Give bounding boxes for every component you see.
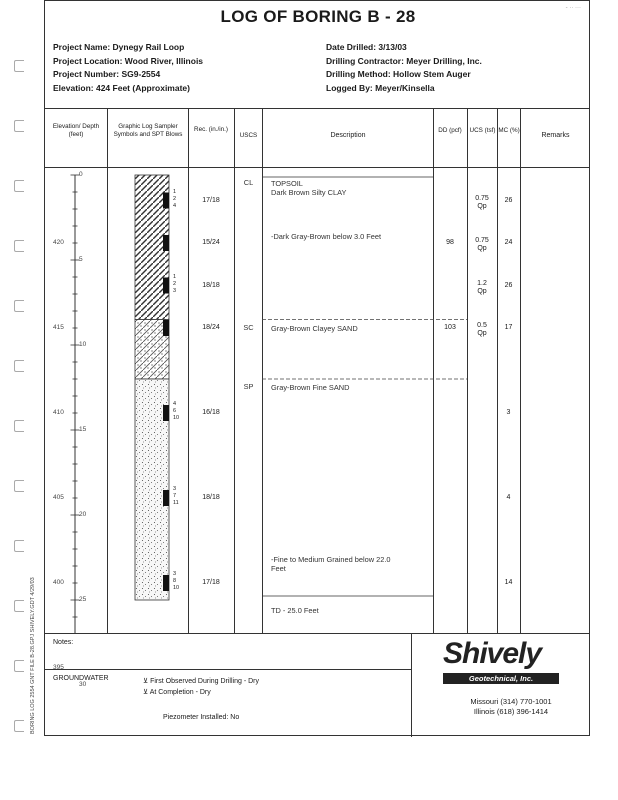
spt-blow-count: 6 bbox=[173, 408, 177, 414]
depth-tick-label: 30 bbox=[79, 681, 87, 688]
logged-by: Logged By: Meyer/Kinsella bbox=[326, 82, 435, 93]
moisture-content-value: 14 bbox=[504, 579, 513, 586]
spt-blow-count: 8 bbox=[173, 578, 177, 584]
binder-hole bbox=[14, 480, 24, 492]
elevation-tick-label: 405 bbox=[53, 494, 64, 501]
groundwater-label: GROUNDWATER bbox=[53, 675, 109, 682]
col-header-elevation: Elevation/ Depth (feet) bbox=[52, 123, 100, 138]
stratum-description: -Dark Gray-Brown below 3.0 Feet bbox=[271, 232, 382, 241]
stratum-description: TOPSOIL bbox=[271, 179, 303, 188]
col-header-dd: DD (pcf) bbox=[438, 127, 462, 134]
spt-blow-count: 2 bbox=[173, 195, 177, 202]
moisture-content-value: 26 bbox=[504, 196, 513, 204]
ucs-value: Qp bbox=[477, 287, 487, 295]
binder-hole bbox=[14, 360, 24, 372]
piezometer-note: Piezometer Installed: No bbox=[163, 714, 240, 721]
ucs-value: Qp bbox=[477, 330, 487, 337]
spt-blow-count: 1 bbox=[173, 188, 177, 195]
ucs-value: Qp bbox=[477, 245, 487, 252]
dry-density-value: 103 bbox=[444, 324, 456, 331]
ucs-value: 1.2 bbox=[477, 279, 487, 287]
notes-label: Notes: bbox=[53, 639, 74, 646]
spt-blow-count: 3 bbox=[173, 571, 177, 577]
recovery-value: 18/18 bbox=[202, 494, 220, 501]
stratum-description: Gray-Brown Fine SAND bbox=[271, 383, 350, 392]
boring-log-sheet bbox=[44, 0, 590, 736]
recovery-value: 15/24 bbox=[202, 239, 220, 246]
col-header-graphic-log: Graphic Log Sampler Symbols and SPT Blows bbox=[113, 123, 183, 138]
binder-hole bbox=[14, 720, 24, 732]
elevation-tick-label: 400 bbox=[53, 579, 64, 586]
ucs-value: 0.75 bbox=[475, 237, 489, 244]
elevation-tick-label: 395 bbox=[53, 664, 64, 671]
stratum-description: TD - 25.0 Feet bbox=[271, 606, 319, 615]
col-header-remarks: Remarks bbox=[541, 132, 570, 139]
spt-blow-count: 4 bbox=[173, 401, 177, 407]
side-file-label: BORING LOG 2554 GNT FILE B-28.GPJ SHIVELY.GDT 4/29/03 bbox=[30, 577, 36, 734]
binder-hole bbox=[14, 660, 24, 672]
gw-first-observed: ⊻ First Observed During Drilling - Dry bbox=[143, 678, 259, 685]
depth-tick-label: 0 bbox=[79, 171, 83, 178]
corner-mark: - ·· ··· bbox=[565, 5, 581, 11]
header-top-rule bbox=[45, 108, 589, 109]
spt-blow-count: 11 bbox=[173, 500, 179, 506]
elevation-tick-label: 410 bbox=[53, 409, 64, 416]
spt-blow-count: 7 bbox=[173, 493, 177, 499]
moisture-content-value: 17 bbox=[504, 324, 513, 331]
col-header-ucs: UCS (tsf) bbox=[469, 127, 496, 134]
spt-blow-count: 4 bbox=[173, 202, 177, 209]
project-elevation: Elevation: 424 Feet (Approximate) bbox=[53, 82, 190, 93]
table-bottom-rule bbox=[45, 633, 589, 634]
company-logo: Shively bbox=[443, 637, 542, 670]
notes-rule bbox=[45, 669, 411, 670]
moisture-content-value: 24 bbox=[504, 239, 513, 246]
recovery-value: 18/18 bbox=[202, 281, 220, 289]
spt-blow-count: 3 bbox=[173, 287, 177, 294]
water-level-icon: ⊻ bbox=[143, 678, 149, 685]
stratum-description: Dark Brown Silty CLAY bbox=[271, 188, 347, 197]
binder-hole bbox=[14, 240, 24, 252]
binder-hole bbox=[14, 600, 24, 612]
stratum-description: -Fine to Medium Grained below 22.0 bbox=[271, 555, 391, 564]
ucs-value: Qp bbox=[477, 202, 487, 210]
col-header-mc: MC (%) bbox=[498, 127, 520, 134]
uscs-code: SC bbox=[243, 322, 254, 332]
page-title: LOG OF BORING B - 28 bbox=[220, 7, 416, 26]
project-name: Project Name: Dynegy Rail Loop bbox=[53, 42, 185, 52]
depth-tick-label: 20 bbox=[79, 511, 87, 518]
elevation-tick-label: 415 bbox=[53, 324, 64, 331]
stratum-description: Feet bbox=[271, 564, 286, 573]
ucs-value: 0.75 bbox=[475, 194, 489, 202]
col-header-recovery: Rec. (in./in.) bbox=[194, 126, 228, 133]
moisture-content-value: 26 bbox=[504, 281, 513, 289]
dry-density-value: 98 bbox=[446, 239, 454, 246]
binder-hole bbox=[14, 420, 24, 432]
binder-hole bbox=[14, 60, 24, 72]
drilling-method: Drilling Method: Hollow Stem Auger bbox=[326, 69, 471, 79]
company-phone-illinois: Illinois (618) 396-1414 bbox=[473, 707, 549, 716]
company-logo-sub: Geotechnical, Inc. bbox=[443, 673, 559, 684]
recovery-value: 17/18 bbox=[202, 196, 220, 204]
depth-tick-label: 15 bbox=[79, 426, 87, 433]
water-level-icon: ⊻ bbox=[143, 689, 149, 696]
ucs-value: 0.5 bbox=[477, 322, 487, 329]
spt-blow-count: 10 bbox=[173, 415, 180, 421]
uscs-code: CL bbox=[243, 178, 254, 187]
company-phone-missouri: Missouri (314) 770-1001 bbox=[470, 697, 552, 706]
uscs-code: SP bbox=[243, 382, 254, 391]
col-header-uscs: USCS bbox=[239, 132, 258, 139]
spt-blow-count: 3 bbox=[173, 486, 177, 492]
project-location: Project Location: Wood River, Illinois bbox=[53, 55, 204, 66]
moisture-content-value: 3 bbox=[506, 409, 511, 416]
project-info-left bbox=[53, 41, 203, 95]
drilling-contractor: Drilling Contractor: Meyer Drilling, Inc. bbox=[326, 55, 482, 66]
binder-hole bbox=[14, 540, 24, 552]
gw-at-completion: ⊻ At Completion - Dry bbox=[143, 689, 211, 696]
spt-blow-count: 10 bbox=[173, 585, 180, 591]
binder-hole bbox=[14, 180, 24, 192]
moisture-content-value: 4 bbox=[506, 494, 511, 501]
spt-blow-count: 1 bbox=[173, 273, 177, 280]
spt-blow-count: 2 bbox=[173, 280, 177, 287]
binder-hole bbox=[14, 120, 24, 132]
col-header-description: Description bbox=[330, 132, 366, 139]
binder-hole bbox=[14, 300, 24, 312]
recovery-value: 16/18 bbox=[202, 409, 220, 416]
footer-divider bbox=[411, 633, 412, 737]
project-number: Project Number: SG9-2554 bbox=[53, 69, 161, 79]
elevation-tick-label: 420 bbox=[53, 239, 64, 246]
project-info-right bbox=[326, 41, 482, 95]
recovery-value: 18/24 bbox=[202, 324, 220, 331]
stratum-description: Gray-Brown Clayey SAND bbox=[271, 323, 358, 333]
date-drilled: Date Drilled: 3/13/03 bbox=[326, 42, 407, 52]
depth-tick-label: 5 bbox=[79, 256, 83, 263]
recovery-value: 17/18 bbox=[202, 579, 220, 586]
depth-tick-label: 25 bbox=[79, 596, 87, 603]
depth-tick-label: 10 bbox=[79, 341, 87, 348]
